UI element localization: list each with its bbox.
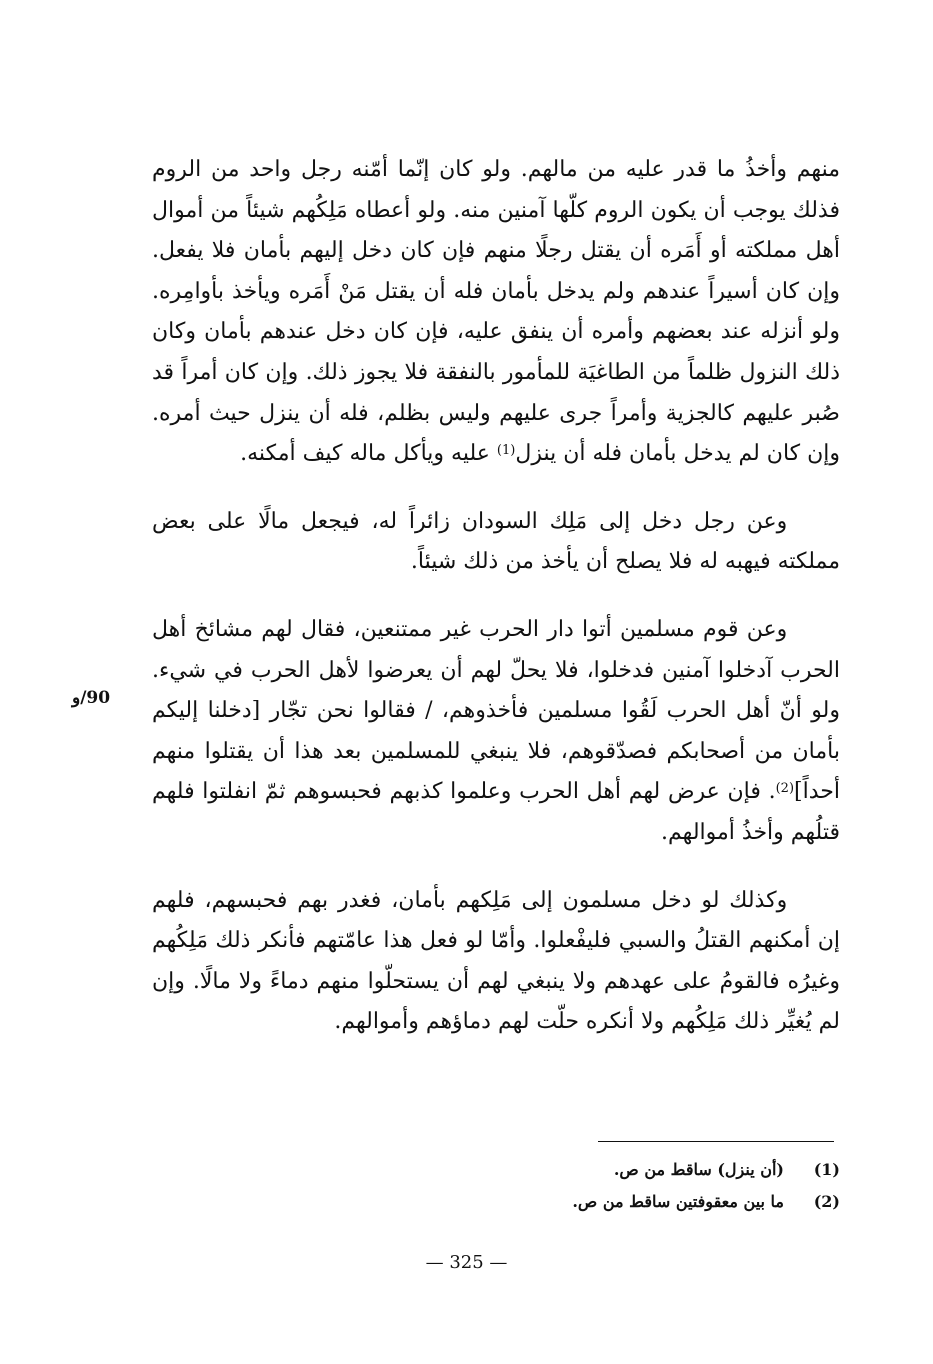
paragraph-3-tail: . فإن عرض لهم أهل الحرب وعلموا كذبهم فحبسوهم ثمّ انفلتوا فلهم قتلُهم وأخذُ أموالهم. <box>152 779 840 845</box>
footnote-2 <box>440 1192 840 1224</box>
footnote-text: ما بين معقوفتين ساقط من ص. <box>572 1192 784 1211</box>
paragraph-3 <box>152 610 840 854</box>
footnotes <box>440 1160 840 1224</box>
footnote-text: (أن ينزل) ساقط من ص. <box>613 1160 784 1179</box>
body-text <box>152 150 840 1043</box>
paragraph-2: وعن رجل دخل إلى مَلِك السودان زائراً له، فيجعل مالًا على بعض مملكته فيهبه له فلا يصلح أن يأخذ من ذلك شيئاً. <box>152 508 840 575</box>
paragraph-4: وكذلك لو دخل مسلمون إلى مَلِكهم بأمان، فغدر بهم فحبسهم، فلهم إن أمكنهم القتلُ والسبي فليفْعلوا. وأمّا لو فعل هذا عامّتهم فأنكر ذلك مَلِكُهم وغيرُه فالقومُ على عهدهم ولا ينبغي لهم أن يستحلّوا منهم دماءً ولا مالًا. وإن لم يُغيِّر ذلك مَلِكُهم ولا أنكره حلّت لهم دماؤهم وأموالهم. <box>152 887 840 1035</box>
folio-marker: 90/و <box>72 688 111 708</box>
page-number: — 325 — <box>425 1252 508 1273</box>
footnote-ref-1: (1) <box>496 443 516 459</box>
paragraph-1-text: منهم وأخذُ ما قدر عليه من مالهم. ولو كان إنّما أمّنه رجل واحد من الروم فذلك يوجب أن يكون الروم كلّها آمنين منه. ولو أعطاه مَلِكُهم شيئاً من أموال أهل مملكته أو أَمَره أن يقتل رجلًا منهم فإن كان دخل إليهم بأمان فلا يفعل. وإن كان أسيراً عندهم ولم يدخل بأمان فله أن يقتل مَنْ أَمَره ويأخذ بأوامِره. ولو أنزله عند بعضهم وأمره أن ينفق عليه، فإن كان دخل عندهم بأمان وكان ذلك النزول ظلماً من الطاغيَة للمأمور بالنفقة فلا يجوز ذلك. وإن كان أمراً قد صُبر عليهم كالجزية وأمراً جرى عليهم وليس بظلم، فله أن ينزل حيث أمره. وإن كان لم يدخل بأمان فله أن ينزل <box>152 157 841 467</box>
paragraph-1 <box>152 150 840 475</box>
footnote-1 <box>440 1160 840 1192</box>
footnote-ref-2: (2) <box>775 781 795 797</box>
footnote-number: (1) <box>813 1160 840 1179</box>
footnote-number: (2) <box>813 1192 840 1211</box>
paragraph-3-text: وعن قوم مسلمين أتوا دار الحرب غير ممتنعين، فقال لهم مشائخ أهل الحرب آدخلوا آمنين فدخلوا، فلا يحلّ لهم أن يعرضوا لأهل الحرب في شيء. ولو أنّ أهل الحرب لَقُوا مسلمين فأخذوهم، / فقالوا نحن تجّار [دخلنا إليكم بأمان من أصحابكم فصدّقوهم، فلا ينبغي للمسلمين بعد هذا أن يقتلوا منهم أحداً] <box>152 616 840 805</box>
paragraph-1-tail: عليه ويأكل ماله كيف أمكنه. <box>240 441 497 467</box>
footnote-divider <box>598 1141 834 1142</box>
